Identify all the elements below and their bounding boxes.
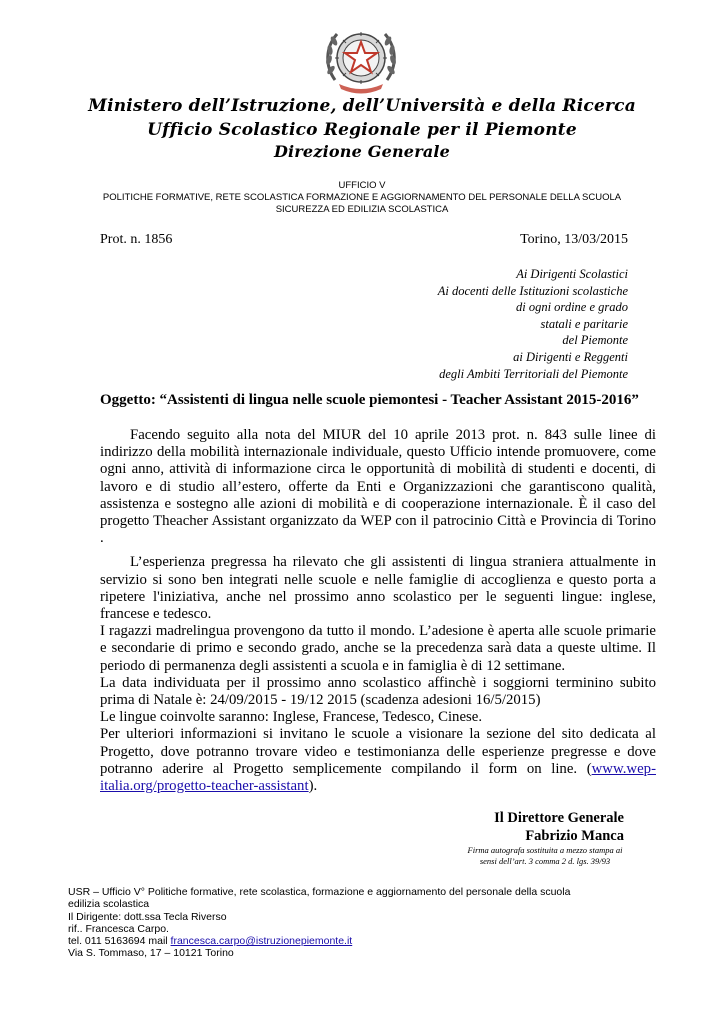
footer-contact-block xyxy=(68,886,668,960)
recipients-block xyxy=(438,266,628,382)
recipient-line: statali e paritarie xyxy=(540,316,628,331)
signatory-role: Il Direttore Generale xyxy=(494,810,624,826)
directorate-name: Direzione Generale xyxy=(273,142,451,161)
body-paragraph: L’esperienza pregressa ha rilevato che gli assistenti di lingua straniera attualmente in servizio si sono ben integrati nelle scuole e nelle famiglie di accoglienza e questo porta a ripetere l'iniziativa, anche nel prossimo anno scolastico per le seguenti lingue: inglese, francese e tedesco. xyxy=(100,554,656,623)
office-number: UFFICIO V xyxy=(338,180,386,191)
body-text: ). xyxy=(308,778,318,795)
signature-block xyxy=(494,809,624,845)
contact-email-link[interactable]: francesca.carpo@istruzionepiemonte.it xyxy=(170,935,353,948)
office-subdescription: SICUREZZA ED EDILIZIA SCOLASTICA xyxy=(275,204,449,215)
recipient-line: Ai Dirigenti Scolastici xyxy=(516,267,628,281)
body-paragraph: Le lingue coinvolte saranno: Inglese, Francese, Tedesco, Cinese. xyxy=(100,709,483,726)
recipient-line: degli Ambiti Territoriali del Piemonte xyxy=(439,366,628,381)
letter-body xyxy=(100,427,656,795)
recipient-line: ai Dirigenti e Reggenti xyxy=(513,349,628,364)
signature-note xyxy=(445,845,645,867)
body-paragraph: Facendo seguito alla nota del MIUR del 10 aprile 2013 prot. n. 843 sulle linee di indirizzo della mobilità internazionale individuale, questo Ufficio intende promuovere, come ogni anno, attività di informazione circa le opportunità di mobilità di studenti e docenti, di lavoro e di studio all’estero, offerte da Enti e Organizzazioni che garantiscono qualità, assistenza e sostegno alle azioni di mobilità e di cooperazione internazionale. È il caso del progetto Theacher Assistant organizzato da WEP con il patrocinio Città e Provincia di Torino . xyxy=(100,427,656,547)
footer-line: USR – Ufficio V° Politiche formative, rete scolastica, formazione e aggiornamento del personale della scuola xyxy=(68,886,571,898)
footer-line: Il Dirigente: dott.ssa Tecla Riverso xyxy=(68,910,227,923)
ministry-name: Ministero dell’Istruzione, dell’Università e della Ricerca xyxy=(88,96,636,116)
protocol-number: Prot. n. 1856 xyxy=(100,232,173,247)
project-website-link[interactable]: www.wep-italia.org/progetto-teacher-assistant xyxy=(100,760,656,795)
recipient-line: Ai docenti delle Istituzioni scolastiche xyxy=(437,283,628,298)
signatory-name: Fabrizio Manca xyxy=(525,828,624,844)
footer-phone: tel. 011 5163694 mail xyxy=(68,935,171,948)
footer-line: edilizia scolastica xyxy=(68,898,150,911)
place-date: Torino, 13/03/2015 xyxy=(520,232,628,247)
footer-line: rif.. Francesca Carpo. xyxy=(68,922,169,935)
letter-subject: Oggetto: “Assistenti di lingua nelle scuole piemontesi - Teacher Assistant 2015-2016” xyxy=(100,392,639,408)
recipient-line: di ogni ordine e grado xyxy=(515,300,628,315)
office-description: POLITICHE FORMATIVE, RETE SCOLASTICA FORMAZIONE E AGGIORNAMENTO DEL PERSONALE DELLA SCUOLA xyxy=(102,192,622,203)
body-paragraph xyxy=(100,726,656,795)
body-paragraph: I ragazzi madrelingua provengono da tutto il mondo. L’adesione è aperta alle scuole primarie e secondarie di primo e secondo grado, anche se la precedenza sarà data a queste ultime. Il periodo di permanenza degli assistenti a scuola e in famiglia è di 12 settimane. xyxy=(100,623,656,674)
regional-office-name: Ufficio Scolastico Regionale per il Piemonte xyxy=(147,120,577,140)
footer-line: Via S. Tommaso, 17 – 10121 Torino xyxy=(68,947,234,960)
italian-republic-emblem-icon xyxy=(319,22,403,96)
body-paragraph: La data individuata per il prossimo anno scolastico affinchè i soggiorni terminino subito prima di Natale è: 24/09/2015 - 19/12 2015 (scadenza adesioni 16/5/2015) xyxy=(100,674,656,709)
recipient-line: del Piemonte xyxy=(562,333,628,348)
body-text: Per ulteriori informazioni si invitano le scuole a visionare la sezione del sito dedicata al Progetto, dove potranno trovare video e testimonianza delle esperienze pregresse e dove potranno aderire al Progetto semplicemente compilando il form on line. ( xyxy=(100,726,656,777)
signature-note-line: Firma autografa sostituita a mezzo stampa ai xyxy=(467,845,623,855)
signature-note-line: sensi dell’art. 3 comma 2 d. lgs. 39/93 xyxy=(479,856,611,866)
footer-line xyxy=(68,935,668,947)
